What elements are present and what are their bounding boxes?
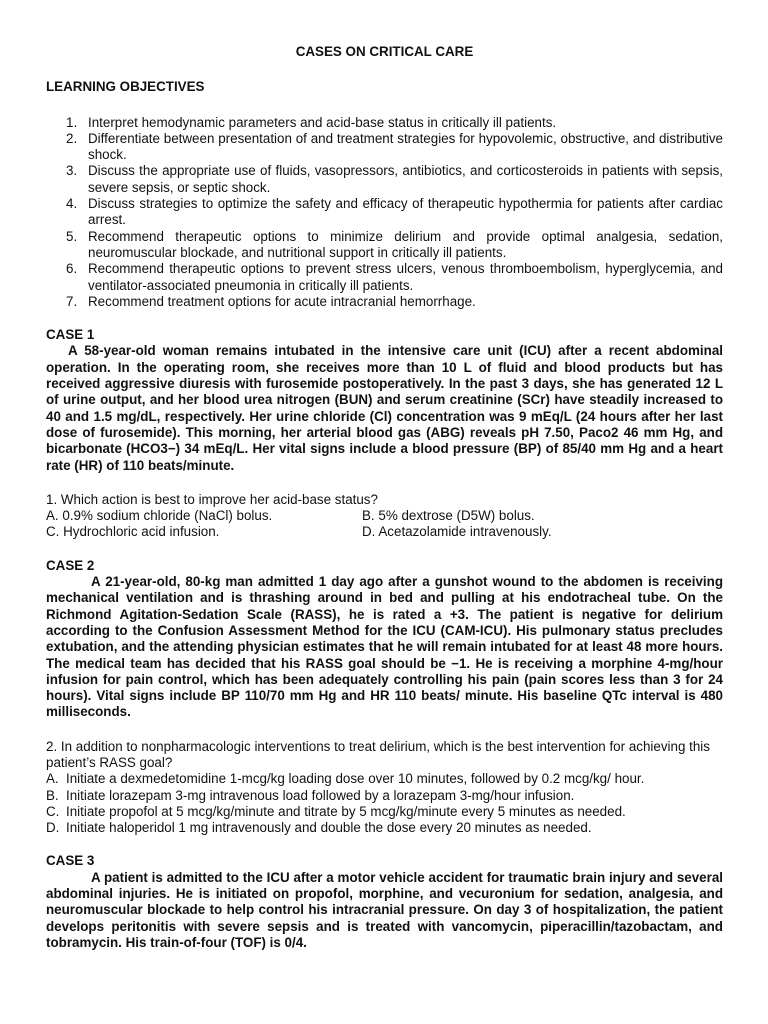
objective-number: 4. [66, 196, 78, 212]
option-letter: D. [46, 820, 60, 836]
objective-text: Recommend therapeutic options to prevent stress ulcers, venous thromboembolism, hyperglycemia, and ventilator-associated pneumonia in critically ill patients. [88, 261, 723, 293]
objective-item [46, 196, 723, 229]
objective-number: 5. [66, 228, 78, 244]
objective-number: 2. [66, 130, 78, 146]
option-text: Initiate propofol at 5 mcg/kg/minute and titrate by 5 mcg/kg/minute every 5 minutes as needed. [66, 803, 626, 819]
objective-text: Differentiate between presentation of and treatment strategies for hypovolemic, obstructive, and distributive shock. [88, 130, 723, 163]
objective-text: Discuss strategies to optimize the safety and efficacy of therapeutic hypothermia for patients after cardiac arrest. [88, 196, 723, 228]
objectives-list [46, 115, 723, 311]
objective-number: 3. [66, 163, 78, 179]
objective-text: Interpret hemodynamic parameters and acid-base status in critically ill patients. [88, 114, 557, 130]
objective-item [46, 115, 723, 131]
objective-text: Discuss the appropriate use of fluids, vasopressors, antibiotics, and corticosteroids in patients with sepsis, severe sepsis, or septic shock. [88, 163, 723, 195]
objective-item [46, 131, 723, 164]
case2-heading: CASE 2 [46, 557, 95, 573]
option-text: Initiate lorazepam 3-mg intravenous load followed by a lorazepam 3-mg/hour infusion. [66, 787, 575, 803]
case1-option-a: A. 0.9% sodium chloride (NaCl) bolus. [46, 508, 273, 524]
case3-body: A patient is admitted to the ICU after a motor vehicle accident for traumatic brain injury and several abdominal injuries. He is initiated on propofol, morphine, and vecuronium for sedation, analgesia, and neuromuscular blockade to help control his intracranial pressure. On day 3 of hospitalization, the patient develops peritonitis with severe sepsis and is treated with vancomycin, piperacillin/tazobactam, and tobramycin. His train-of-four (TOF) is 0/4. [46, 869, 723, 950]
case1-option-d: D. Acetazolamide intravenously. [362, 524, 552, 540]
objective-number: 7. [66, 293, 78, 309]
option-letter: B. [46, 787, 59, 803]
objective-text: Recommend treatment options for acute intracranial hemorrhage. [88, 293, 476, 309]
option-text: Initiate a dexmedetomidine 1-mcg/kg loading dose over 10 minutes, followed by 0.2 mcg/kg/ hour. [66, 771, 645, 787]
case1-heading: CASE 1 [46, 327, 95, 343]
objective-item [46, 294, 723, 310]
case1-option-c: C. Hydrochloric acid infusion. [46, 524, 220, 540]
case1-option-b: B. 5% dextrose (D5W) bolus. [362, 508, 535, 524]
option-letter: A. [46, 771, 59, 787]
case2-option [46, 771, 723, 787]
option-letter: C. [46, 803, 60, 819]
case3-heading: CASE 3 [46, 853, 95, 869]
case2-option [46, 820, 723, 836]
case2-question: 2. In addition to nonpharmacologic interventions to treat delirium, which is the best intervention for achieving this patient’s RASS goal? [46, 738, 710, 770]
case1-question: 1. Which action is best to improve her acid-base status? [46, 491, 378, 507]
document-page [46, 44, 723, 951]
objective-item [46, 163, 723, 196]
option-text: Initiate haloperidol 1 mg intravenously and double the dose every 20 minutes as needed. [66, 820, 592, 836]
objective-text: Recommend therapeutic options to minimize delirium and provide optimal analgesia, sedation, neuromuscular blockade, and nutritional support in critically ill patients. [88, 228, 723, 260]
case2-body: A 21-year-old, 80-kg man admitted 1 day ago after a gunshot wound to the abdomen is receiving mechanical ventilation and is thrashing around in bed and pulling at his endotracheal tube. On the Richmond Agitation-Sedation Scale (RASS), he is rated a +3. The patient is negative for delirium according to the Confusion Assessment Method for the ICU (CAM-ICU). His pulmonary status precludes extubation, and the attending physician estimates that he will remain intubated for at least 48 more hours. The medical team has decided that his RASS goal should be −1. He is receiving a morphine 4-mg/hour infusion for pain control, which has been adequately controlling his pain (pain scores less than 3 for 24 hours). Vital signs include BP 110/70 mm Hg and HR 110 beats/ minute. His baseline QTc interval is 480 milliseconds. [46, 574, 723, 720]
case2-option [46, 788, 723, 804]
case1-options-row-1 [46, 508, 723, 524]
document-title: CASES ON CRITICAL CARE [295, 44, 474, 59]
objective-number: 6. [66, 261, 78, 277]
case2-option [46, 804, 723, 820]
case1-options-row-2 [46, 524, 723, 540]
objective-number: 1. [66, 114, 78, 130]
objectives-heading: LEARNING OBJECTIVES [46, 79, 205, 95]
objective-item [46, 261, 723, 294]
case1-body: A 58-year-old woman remains intubated in the intensive care unit (ICU) after a recent abdominal operation. In the operating room, she receives more than 10 L of fluid and blood products but has received aggressive diuresis with furosemide postoperatively. In the past 3 days, she has generated 12 L of urine output, and her blood urea nitrogen (BUN) and serum creatinine (SCr) have steadily increased to 40 and 1.5 mg/dL, respectively. Her urine chloride (Cl) concentration was 9 mEq/L (24 hours after her last dose of furosemide). This morning, her arterial blood gas (ABG) reveals pH 7.50, Paco2 46 mm Hg, and bicarbonate (HCO3−) 34 mEq/L. Her vital signs include a blood pressure (BP) of 85/40 mm Hg and a heart rate (HR) of 110 beats/minute. [46, 343, 723, 473]
case2-options [46, 771, 723, 836]
objective-item [46, 229, 723, 262]
